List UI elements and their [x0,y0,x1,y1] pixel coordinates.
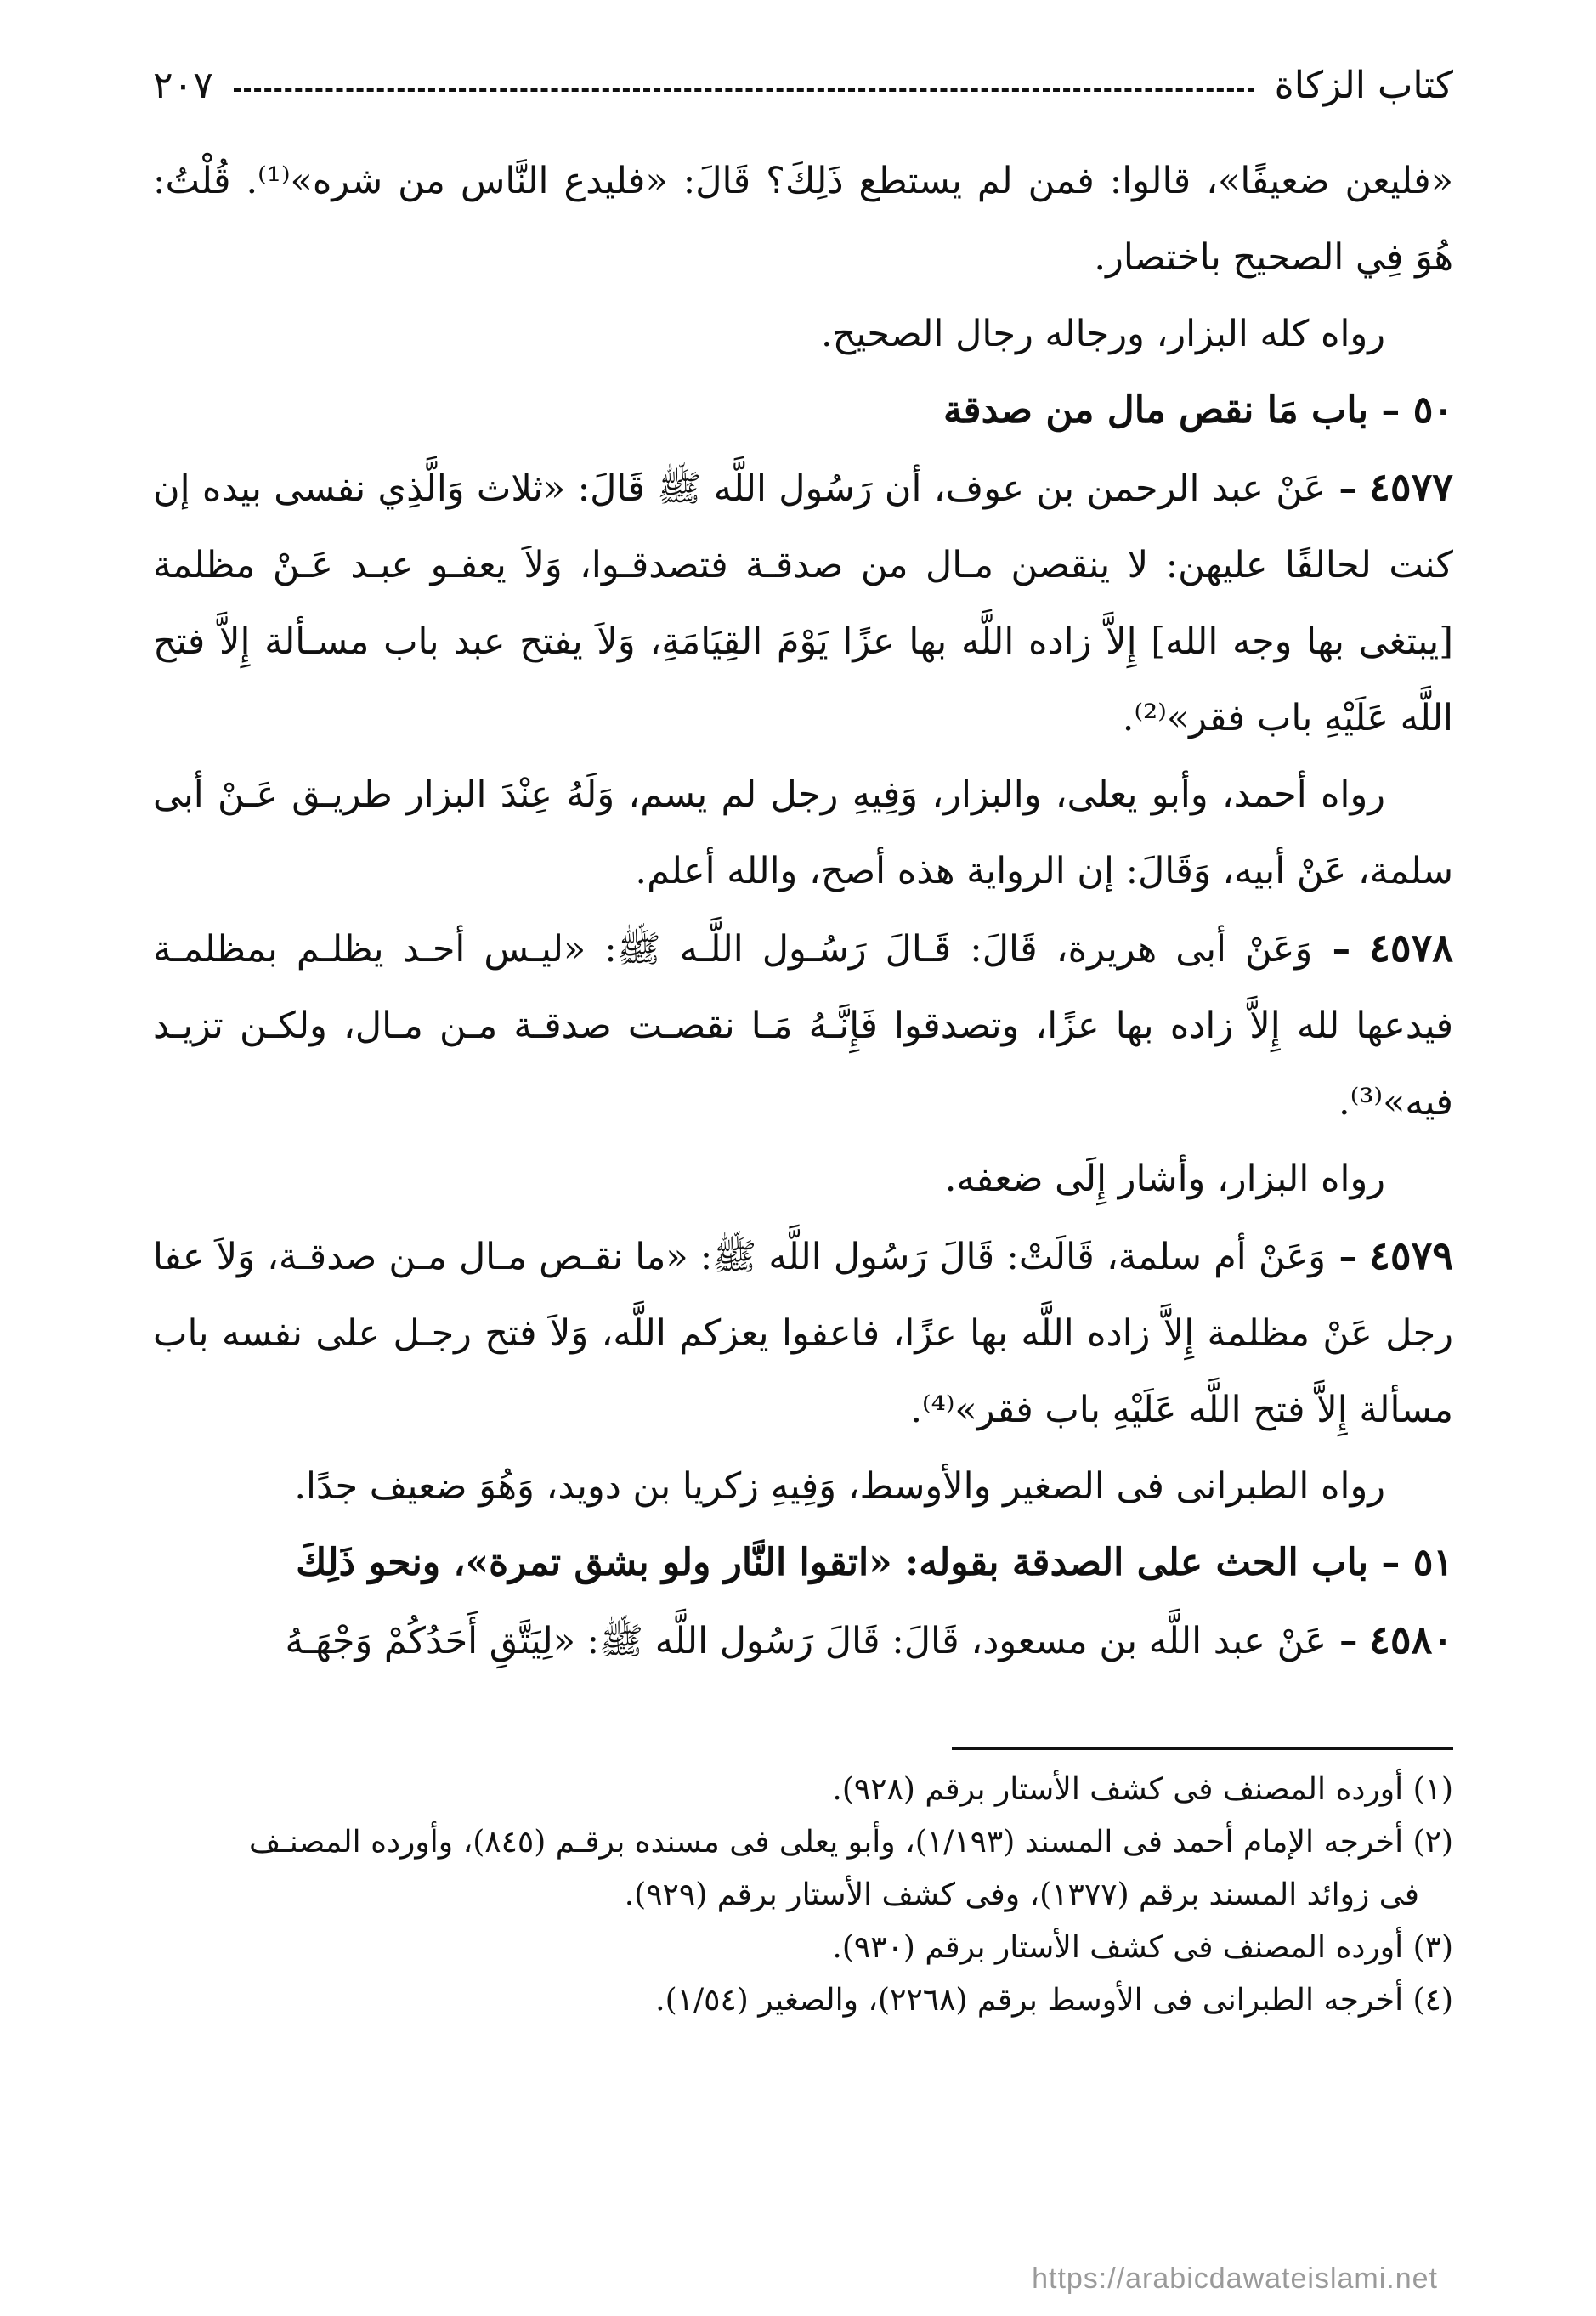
hadith-separator: – [1326,1236,1358,1278]
hadith-4579 [153,1217,1453,1448]
hadith-separator: – [1325,467,1357,510]
hadith-separator: – [1312,928,1351,971]
chapter-heading-50: ٥٠ – باب مَا نقص مال من صدقة [942,388,1453,432]
hadith-4577 [153,449,1453,756]
footnote-3: (٣) أورده المصنف فى كشف الأستار برقم (٩٣٠). [832,1930,1453,1965]
hadith-number: ٤٥٧٧ [1369,464,1453,510]
narration-note: رواه كله البزار، ورجاله رجال الصحيح. [820,313,1385,355]
hadith-number: ٤٥٨٠ [1369,1617,1453,1662]
hadith-separator: – [1327,1620,1358,1662]
footnote-2-continuation: فى زوائد المسند برقم (١٣٧٧)، وفى كشف الأستار برقم (٩٢٩). [624,1877,1419,1912]
chapter-heading-51: ٥١ – باب الحث على الصدقة بقوله: «اتقوا النَّار ولو بشق تمرة»، ونحو ذَلِكَ [296,1541,1453,1584]
footnote-4: (٤) أخرجه الطبرانى فى الأوسط برقم (٢٢٦٨)، والصغير (١/٥٤). [655,1983,1453,2018]
header-dashed-rule [234,88,1254,92]
book-title: كتاب الزكاة [1274,63,1453,107]
narration-note: رواه الطبرانى فى الصغير والأوسط، وَفِيهِ زكريا بن دويد، وَهُوَ ضعيف جدًا. [294,1465,1385,1508]
footnote-2: (٢) أخرجه الإمام أحمد فى المسند (١/١٩٣)، وأبو يعلى فى مسنده برقـم (٨٤٥)، وأورده المصنـف [248,1825,1453,1860]
hadith-4580 [153,1601,1453,1679]
page-number: ٢٠٧ [153,63,213,107]
hadith-number: ٤٥٧٩ [1369,1232,1453,1278]
footnote-1: (١) أورده المصنف فى كشف الأستار برقم (٩٢٨). [832,1772,1453,1807]
hadith-4578 [153,909,1453,1141]
hadith-text: عَنْ عبد الرحمن بن عوف، أن رَسُول اللَّه ﷺ قَالَ: «ثلاث وَالَّذِي نفسى بيده إن كنت لحالفًا عليهن: لا ينقصن مـال من صدقـة فتصدقـوا، وَلاَ يعفـو عبـد عَـنْ مظلمة [يبتغى بها وجه الله] إِلاَّ زاده اللَّه بها عزًا يَوْمَ القِيَامَةِ، وَلاَ يفتح عبد باب مسـألة إِلاَّ فتح اللَّه عَلَيْهِ باب فقر»⁽²⁾. [153,467,1453,739]
main-text [153,143,1453,1679]
hadith-text: وَعَنْ أم سلمة، قَالَتْ: قَالَ رَسُول اللَّه ﷺ: «ما نقـص مـال مـن صدقـة، وَلاَ عفا رجل عَنْ مظلمة إِلاَّ زاده اللَّه بها عزًا، فاعفوا يعزكم اللَّه، وَلاَ فتح رجـل على نفسه باب مسألة إِلاَّ فتح اللَّه عَلَيْهِ باب فقر»⁽⁴⁾. [153,1236,1453,1431]
watermark-url: https://arabicdawateislami.net [1032,2262,1438,2295]
narration-note: رواه البزار، وأشار إِلَى ضعفه. [944,1158,1385,1200]
narration-note: رواه أحمد، وأبو يعلى، والبزار، وَفِيهِ رجل لم يسم، وَلَهُ عِنْدَ البزار طريـق عَـنْ أبى سلمة، عَنْ أبيه، وَقَالَ: إن الرواية هذه أصح، والله أعلم. [153,773,1453,892]
hadith-text: عَنْ عبد اللَّه بن مسعود، قَالَ: قَالَ رَسُول اللَّه ﷺ: «لِيَتَّقِ أَحَدُكُمْ وَجْهَـهُ [285,1620,1327,1662]
hadith-text: وَعَنْ أبى هريرة، قَالَ: قَـالَ رَسُـول اللَّـه ﷺ: «ليـس أحـد يظلـم بمظلمـة فيدعها لله إِلاَّ زاده بها عزًا، وتصدقوا فَإِنَّـهُ مَـا نقصـت صدقـة مـن مـال، ولكـن تزيـد فيه»⁽³⁾. [153,928,1453,1124]
paragraph-continuation: «فليعن ضعيفًا»، قالوا: فمن لم يستطع ذَلِكَ؟ قَالَ: «فليدع النَّاس من شره»⁽¹⁾. قُلْتُ: هُوَ فِي الصحيح باختصار. [153,160,1453,279]
hadith-number: ٤٥٧٨ [1369,925,1453,971]
footnotes [153,1765,1453,2025]
book-page [153,51,1453,2278]
running-header [153,51,1453,119]
footnote-separator [952,1747,1453,1750]
